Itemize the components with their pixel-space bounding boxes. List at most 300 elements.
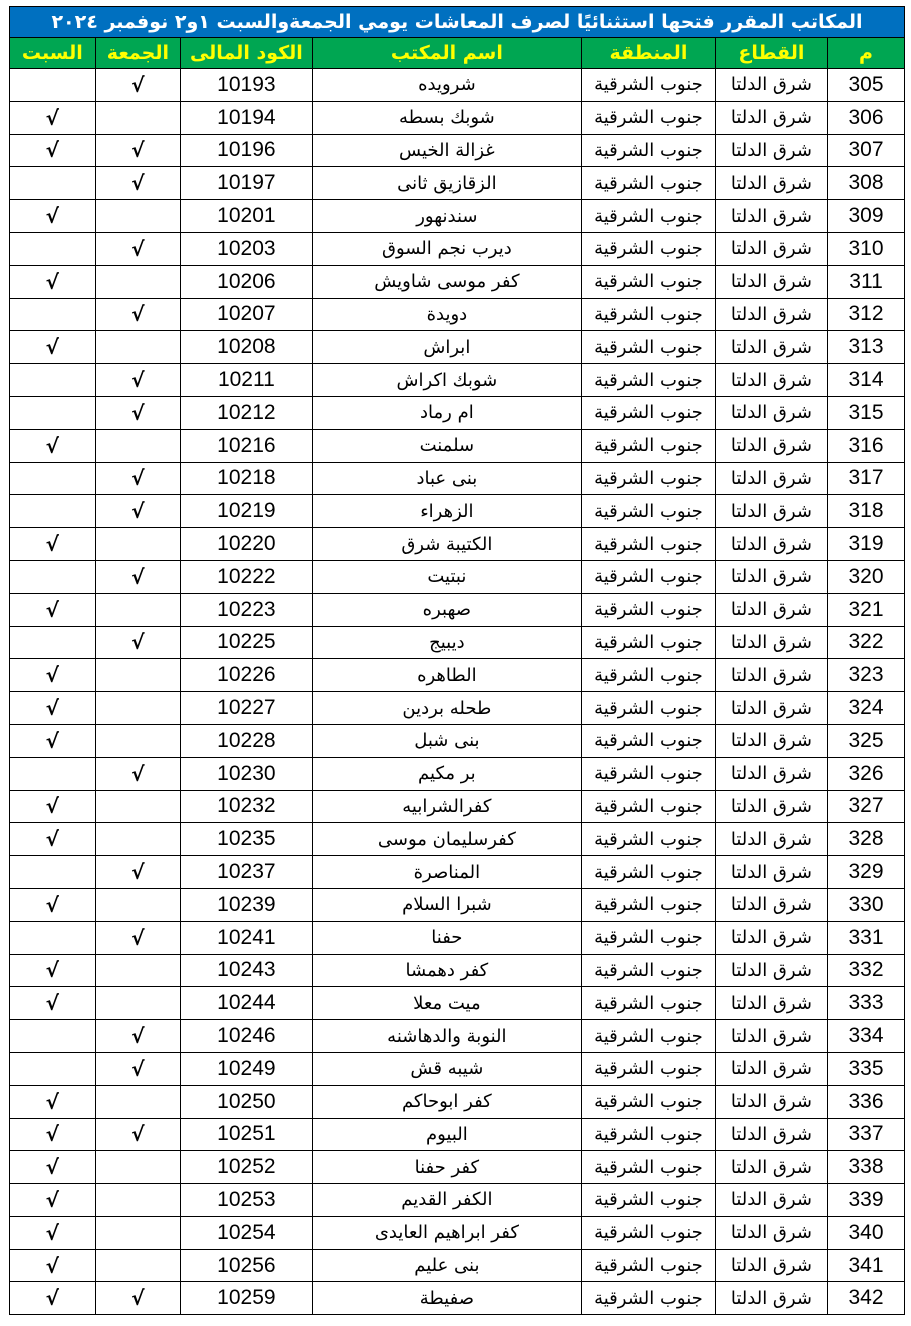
region-cell: جنوب الشرقية xyxy=(582,954,716,987)
sector-cell: شرق الدلتا xyxy=(715,790,827,823)
row-number: 340 xyxy=(828,1216,905,1249)
office-name-cell: ام رماد xyxy=(312,396,581,429)
friday-check: √ xyxy=(95,921,181,954)
table-row xyxy=(10,626,905,659)
office-name-cell: بر مكيم xyxy=(312,757,581,790)
friday-check: √ xyxy=(95,495,181,528)
table-row xyxy=(10,1249,905,1282)
row-number: 330 xyxy=(828,888,905,921)
region-cell: جنوب الشرقية xyxy=(582,1184,716,1217)
region-cell: جنوب الشرقية xyxy=(582,1085,716,1118)
table-row xyxy=(10,364,905,397)
office-name-cell: كفر ابوحاكم xyxy=(312,1085,581,1118)
saturday-check: √ xyxy=(10,724,96,757)
table-row xyxy=(10,1052,905,1085)
table-row xyxy=(10,101,905,134)
financial-code-cell: 10239 xyxy=(181,888,313,921)
header-code: الكود المالى xyxy=(181,38,313,69)
financial-code-cell: 10246 xyxy=(181,1020,313,1053)
table-row xyxy=(10,298,905,331)
office-name-cell: كفرالشرابيه xyxy=(312,790,581,823)
table-row xyxy=(10,987,905,1020)
sector-cell: شرق الدلتا xyxy=(715,757,827,790)
header-friday: الجمعة xyxy=(95,38,181,69)
office-name-cell: بنى شبل xyxy=(312,724,581,757)
region-cell: جنوب الشرقية xyxy=(582,888,716,921)
row-number: 316 xyxy=(828,429,905,462)
header-region: المنطقة xyxy=(582,38,716,69)
sector-cell: شرق الدلتا xyxy=(715,134,827,167)
row-number: 329 xyxy=(828,856,905,889)
region-cell: جنوب الشرقية xyxy=(582,757,716,790)
saturday-check: √ xyxy=(10,265,96,298)
row-number: 309 xyxy=(828,200,905,233)
friday-check: √ xyxy=(95,1052,181,1085)
sector-cell: شرق الدلتا xyxy=(715,167,827,200)
table-row xyxy=(10,1020,905,1053)
row-number: 320 xyxy=(828,560,905,593)
office-name-cell: شوبك بسطه xyxy=(312,101,581,134)
sector-cell: شرق الدلتا xyxy=(715,987,827,1020)
office-name-cell: ديبيج xyxy=(312,626,581,659)
row-number: 338 xyxy=(828,1151,905,1184)
financial-code-cell: 10241 xyxy=(181,921,313,954)
sector-cell: شرق الدلتا xyxy=(715,462,827,495)
table-row xyxy=(10,1151,905,1184)
row-number: 310 xyxy=(828,232,905,265)
office-name-cell: دويدة xyxy=(312,298,581,331)
saturday-check: √ xyxy=(10,1118,96,1151)
region-cell: جنوب الشرقية xyxy=(582,692,716,725)
financial-code-cell: 10259 xyxy=(181,1282,313,1315)
row-number: 326 xyxy=(828,757,905,790)
table-row xyxy=(10,692,905,725)
friday-check: √ xyxy=(95,232,181,265)
row-number: 334 xyxy=(828,1020,905,1053)
table-row xyxy=(10,790,905,823)
financial-code-cell: 10230 xyxy=(181,757,313,790)
saturday-check xyxy=(10,232,96,265)
financial-code-cell: 10219 xyxy=(181,495,313,528)
region-cell: جنوب الشرقية xyxy=(582,626,716,659)
friday-check xyxy=(95,593,181,626)
friday-check: √ xyxy=(95,134,181,167)
financial-code-cell: 10201 xyxy=(181,200,313,233)
financial-code-cell: 10208 xyxy=(181,331,313,364)
friday-check xyxy=(95,528,181,561)
financial-code-cell: 10211 xyxy=(181,364,313,397)
sector-cell: شرق الدلتا xyxy=(715,659,827,692)
sheet-title: المكاتب المقرر فتحها استثنائيًا لصرف المعاشات يومي الجمعةوالسبت ١و٢ نوفمبر ٢٠٢٤ xyxy=(10,7,905,38)
sector-cell: شرق الدلتا xyxy=(715,823,827,856)
region-cell: جنوب الشرقية xyxy=(582,987,716,1020)
row-number: 328 xyxy=(828,823,905,856)
region-cell: جنوب الشرقية xyxy=(582,495,716,528)
saturday-check: √ xyxy=(10,1282,96,1315)
financial-code-cell: 10244 xyxy=(181,987,313,1020)
saturday-check: √ xyxy=(10,1249,96,1282)
friday-check: √ xyxy=(95,69,181,102)
office-name-cell: سلمنت xyxy=(312,429,581,462)
office-name-cell: شوبك اكراش xyxy=(312,364,581,397)
sector-cell: شرق الدلتا xyxy=(715,626,827,659)
sector-cell: شرق الدلتا xyxy=(715,921,827,954)
friday-check xyxy=(95,987,181,1020)
financial-code-cell: 10194 xyxy=(181,101,313,134)
table-body xyxy=(10,69,905,1315)
friday-check xyxy=(95,790,181,823)
sector-cell: شرق الدلتا xyxy=(715,1151,827,1184)
saturday-check: √ xyxy=(10,790,96,823)
table-row xyxy=(10,888,905,921)
office-name-cell: حفنا xyxy=(312,921,581,954)
sector-cell: شرق الدلتا xyxy=(715,1282,827,1315)
sector-cell: شرق الدلتا xyxy=(715,200,827,233)
office-name-cell: سندنهور xyxy=(312,200,581,233)
office-name-cell: الطاهره xyxy=(312,659,581,692)
office-name-cell: الزقازيق ثانى xyxy=(312,167,581,200)
table-row xyxy=(10,200,905,233)
region-cell: جنوب الشرقية xyxy=(582,724,716,757)
row-number: 339 xyxy=(828,1184,905,1217)
sector-cell: شرق الدلتا xyxy=(715,1020,827,1053)
region-cell: جنوب الشرقية xyxy=(582,134,716,167)
region-cell: جنوب الشرقية xyxy=(582,921,716,954)
saturday-check: √ xyxy=(10,888,96,921)
table-row xyxy=(10,1118,905,1151)
office-name-cell: ابراش xyxy=(312,331,581,364)
region-cell: جنوب الشرقية xyxy=(582,1151,716,1184)
financial-code-cell: 10220 xyxy=(181,528,313,561)
financial-code-cell: 10226 xyxy=(181,659,313,692)
row-number: 327 xyxy=(828,790,905,823)
office-name-cell: نبتيت xyxy=(312,560,581,593)
saturday-check xyxy=(10,560,96,593)
friday-check: √ xyxy=(95,1282,181,1315)
row-number: 341 xyxy=(828,1249,905,1282)
office-name-cell: ديرب نجم السوق xyxy=(312,232,581,265)
financial-code-cell: 10235 xyxy=(181,823,313,856)
region-cell: جنوب الشرقية xyxy=(582,265,716,298)
saturday-check: √ xyxy=(10,1085,96,1118)
region-cell: جنوب الشرقية xyxy=(582,1052,716,1085)
table-row xyxy=(10,1216,905,1249)
office-name-cell: البيوم xyxy=(312,1118,581,1151)
saturday-check: √ xyxy=(10,954,96,987)
office-name-cell: طحله بردين xyxy=(312,692,581,725)
region-cell: جنوب الشرقية xyxy=(582,429,716,462)
friday-check xyxy=(95,1249,181,1282)
office-name-cell: شيبه قش xyxy=(312,1052,581,1085)
table-row xyxy=(10,134,905,167)
financial-code-cell: 10218 xyxy=(181,462,313,495)
office-name-cell: شرويده xyxy=(312,69,581,102)
sector-cell: شرق الدلتا xyxy=(715,560,827,593)
sector-cell: شرق الدلتا xyxy=(715,396,827,429)
region-cell: جنوب الشرقية xyxy=(582,1282,716,1315)
friday-check: √ xyxy=(95,396,181,429)
table-row xyxy=(10,921,905,954)
friday-check: √ xyxy=(95,298,181,331)
row-number: 324 xyxy=(828,692,905,725)
financial-code-cell: 10237 xyxy=(181,856,313,889)
row-number: 311 xyxy=(828,265,905,298)
row-number: 321 xyxy=(828,593,905,626)
header-num: م xyxy=(828,38,905,69)
friday-check: √ xyxy=(95,1118,181,1151)
row-number: 331 xyxy=(828,921,905,954)
row-number: 335 xyxy=(828,1052,905,1085)
sector-cell: شرق الدلتا xyxy=(715,232,827,265)
saturday-check: √ xyxy=(10,134,96,167)
financial-code-cell: 10196 xyxy=(181,134,313,167)
saturday-check xyxy=(10,462,96,495)
sector-cell: شرق الدلتا xyxy=(715,856,827,889)
friday-check xyxy=(95,724,181,757)
region-cell: جنوب الشرقية xyxy=(582,232,716,265)
friday-check xyxy=(95,1216,181,1249)
friday-check xyxy=(95,200,181,233)
friday-check: √ xyxy=(95,626,181,659)
sector-cell: شرق الدلتا xyxy=(715,593,827,626)
office-name-cell: بنى عليم xyxy=(312,1249,581,1282)
saturday-check: √ xyxy=(10,823,96,856)
row-number: 333 xyxy=(828,987,905,1020)
region-cell: جنوب الشرقية xyxy=(582,167,716,200)
office-name-cell: الكتيبة شرق xyxy=(312,528,581,561)
saturday-check: √ xyxy=(10,692,96,725)
sector-cell: شرق الدلتا xyxy=(715,888,827,921)
row-number: 315 xyxy=(828,396,905,429)
row-number: 313 xyxy=(828,331,905,364)
friday-check: √ xyxy=(95,757,181,790)
saturday-check: √ xyxy=(10,101,96,134)
table-row xyxy=(10,1085,905,1118)
financial-code-cell: 10225 xyxy=(181,626,313,659)
sector-cell: شرق الدلتا xyxy=(715,69,827,102)
sector-cell: شرق الدلتا xyxy=(715,1052,827,1085)
sector-cell: شرق الدلتا xyxy=(715,101,827,134)
friday-check xyxy=(95,265,181,298)
saturday-check: √ xyxy=(10,331,96,364)
office-name-cell: شبرا السلام xyxy=(312,888,581,921)
table-row xyxy=(10,593,905,626)
region-cell: جنوب الشرقية xyxy=(582,528,716,561)
region-cell: جنوب الشرقية xyxy=(582,560,716,593)
financial-code-cell: 10243 xyxy=(181,954,313,987)
row-number: 308 xyxy=(828,167,905,200)
sector-cell: شرق الدلتا xyxy=(715,528,827,561)
financial-code-cell: 10250 xyxy=(181,1085,313,1118)
friday-check xyxy=(95,331,181,364)
financial-code-cell: 10227 xyxy=(181,692,313,725)
friday-check xyxy=(95,888,181,921)
offices-table xyxy=(9,6,905,1315)
header-sector: القطاع xyxy=(715,38,827,69)
row-number: 336 xyxy=(828,1085,905,1118)
financial-code-cell: 10232 xyxy=(181,790,313,823)
sector-cell: شرق الدلتا xyxy=(715,692,827,725)
row-number: 319 xyxy=(828,528,905,561)
sector-cell: شرق الدلتا xyxy=(715,1249,827,1282)
financial-code-cell: 10193 xyxy=(181,69,313,102)
office-name-cell: النوبة والدهاشنه xyxy=(312,1020,581,1053)
region-cell: جنوب الشرقية xyxy=(582,1118,716,1151)
region-cell: جنوب الشرقية xyxy=(582,823,716,856)
header-office: اسم المكتب xyxy=(312,38,581,69)
office-name-cell: كفرسليمان موسى xyxy=(312,823,581,856)
sector-cell: شرق الدلتا xyxy=(715,364,827,397)
table-row xyxy=(10,724,905,757)
table-row xyxy=(10,429,905,462)
sector-cell: شرق الدلتا xyxy=(715,429,827,462)
friday-check: √ xyxy=(95,560,181,593)
friday-check xyxy=(95,692,181,725)
table-row xyxy=(10,560,905,593)
table-row xyxy=(10,495,905,528)
sector-cell: شرق الدلتا xyxy=(715,331,827,364)
saturday-check: √ xyxy=(10,987,96,1020)
row-number: 307 xyxy=(828,134,905,167)
financial-code-cell: 10252 xyxy=(181,1151,313,1184)
table-row xyxy=(10,757,905,790)
office-name-cell: كفر حفنا xyxy=(312,1151,581,1184)
financial-code-cell: 10212 xyxy=(181,396,313,429)
sector-cell: شرق الدلتا xyxy=(715,724,827,757)
friday-check: √ xyxy=(95,167,181,200)
financial-code-cell: 10249 xyxy=(181,1052,313,1085)
row-number: 305 xyxy=(828,69,905,102)
region-cell: جنوب الشرقية xyxy=(582,101,716,134)
saturday-check: √ xyxy=(10,1184,96,1217)
region-cell: جنوب الشرقية xyxy=(582,1249,716,1282)
friday-check xyxy=(95,1151,181,1184)
saturday-check: √ xyxy=(10,528,96,561)
saturday-check xyxy=(10,69,96,102)
region-cell: جنوب الشرقية xyxy=(582,1020,716,1053)
row-number: 306 xyxy=(828,101,905,134)
saturday-check xyxy=(10,757,96,790)
financial-code-cell: 10197 xyxy=(181,167,313,200)
row-number: 314 xyxy=(828,364,905,397)
table-row xyxy=(10,528,905,561)
friday-check: √ xyxy=(95,462,181,495)
saturday-check: √ xyxy=(10,1216,96,1249)
sector-cell: شرق الدلتا xyxy=(715,1118,827,1151)
friday-check xyxy=(95,954,181,987)
saturday-check xyxy=(10,396,96,429)
office-name-cell: الكفر القديم xyxy=(312,1184,581,1217)
row-number: 332 xyxy=(828,954,905,987)
office-name-cell: كفر موسى شاويش xyxy=(312,265,581,298)
sector-cell: شرق الدلتا xyxy=(715,1085,827,1118)
region-cell: جنوب الشرقية xyxy=(582,593,716,626)
table-row xyxy=(10,1282,905,1315)
saturday-check xyxy=(10,856,96,889)
financial-code-cell: 10251 xyxy=(181,1118,313,1151)
financial-code-cell: 10253 xyxy=(181,1184,313,1217)
financial-code-cell: 10207 xyxy=(181,298,313,331)
region-cell: جنوب الشرقية xyxy=(582,856,716,889)
office-name-cell: ميت معلا xyxy=(312,987,581,1020)
financial-code-cell: 10223 xyxy=(181,593,313,626)
table-row xyxy=(10,331,905,364)
sector-cell: شرق الدلتا xyxy=(715,1216,827,1249)
financial-code-cell: 10222 xyxy=(181,560,313,593)
saturday-check xyxy=(10,495,96,528)
table-row xyxy=(10,856,905,889)
friday-check xyxy=(95,101,181,134)
row-number: 318 xyxy=(828,495,905,528)
region-cell: جنوب الشرقية xyxy=(582,364,716,397)
sector-cell: شرق الدلتا xyxy=(715,298,827,331)
financial-code-cell: 10228 xyxy=(181,724,313,757)
region-cell: جنوب الشرقية xyxy=(582,69,716,102)
financial-code-cell: 10216 xyxy=(181,429,313,462)
friday-check xyxy=(95,659,181,692)
office-name-cell: بنى عباد xyxy=(312,462,581,495)
financial-code-cell: 10254 xyxy=(181,1216,313,1249)
saturday-check xyxy=(10,364,96,397)
region-cell: جنوب الشرقية xyxy=(582,298,716,331)
row-number: 323 xyxy=(828,659,905,692)
table-row xyxy=(10,396,905,429)
financial-code-cell: 10203 xyxy=(181,232,313,265)
office-name-cell: صهبره xyxy=(312,593,581,626)
region-cell: جنوب الشرقية xyxy=(582,396,716,429)
sector-cell: شرق الدلتا xyxy=(715,954,827,987)
table-row xyxy=(10,954,905,987)
region-cell: جنوب الشرقية xyxy=(582,790,716,823)
friday-check xyxy=(95,1085,181,1118)
office-name-cell: الزهراء xyxy=(312,495,581,528)
sector-cell: شرق الدلتا xyxy=(715,265,827,298)
saturday-check xyxy=(10,1052,96,1085)
region-cell: جنوب الشرقية xyxy=(582,200,716,233)
saturday-check xyxy=(10,921,96,954)
saturday-check xyxy=(10,167,96,200)
saturday-check: √ xyxy=(10,659,96,692)
friday-check xyxy=(95,429,181,462)
saturday-check: √ xyxy=(10,1151,96,1184)
saturday-check xyxy=(10,298,96,331)
office-name-cell: صفيطة xyxy=(312,1282,581,1315)
row-number: 312 xyxy=(828,298,905,331)
table-row xyxy=(10,232,905,265)
friday-check: √ xyxy=(95,364,181,397)
row-number: 322 xyxy=(828,626,905,659)
saturday-check xyxy=(10,1020,96,1053)
sector-cell: شرق الدلتا xyxy=(715,1184,827,1217)
friday-check: √ xyxy=(95,856,181,889)
region-cell: جنوب الشرقية xyxy=(582,1216,716,1249)
office-name-cell: المناصرة xyxy=(312,856,581,889)
table-row xyxy=(10,823,905,856)
row-number: 342 xyxy=(828,1282,905,1315)
row-number: 325 xyxy=(828,724,905,757)
table-row xyxy=(10,462,905,495)
friday-check: √ xyxy=(95,1020,181,1053)
saturday-check: √ xyxy=(10,593,96,626)
sector-cell: شرق الدلتا xyxy=(715,495,827,528)
table-row xyxy=(10,69,905,102)
table-row xyxy=(10,265,905,298)
friday-check xyxy=(95,823,181,856)
region-cell: جنوب الشرقية xyxy=(582,659,716,692)
financial-code-cell: 10256 xyxy=(181,1249,313,1282)
region-cell: جنوب الشرقية xyxy=(582,331,716,364)
saturday-check xyxy=(10,626,96,659)
